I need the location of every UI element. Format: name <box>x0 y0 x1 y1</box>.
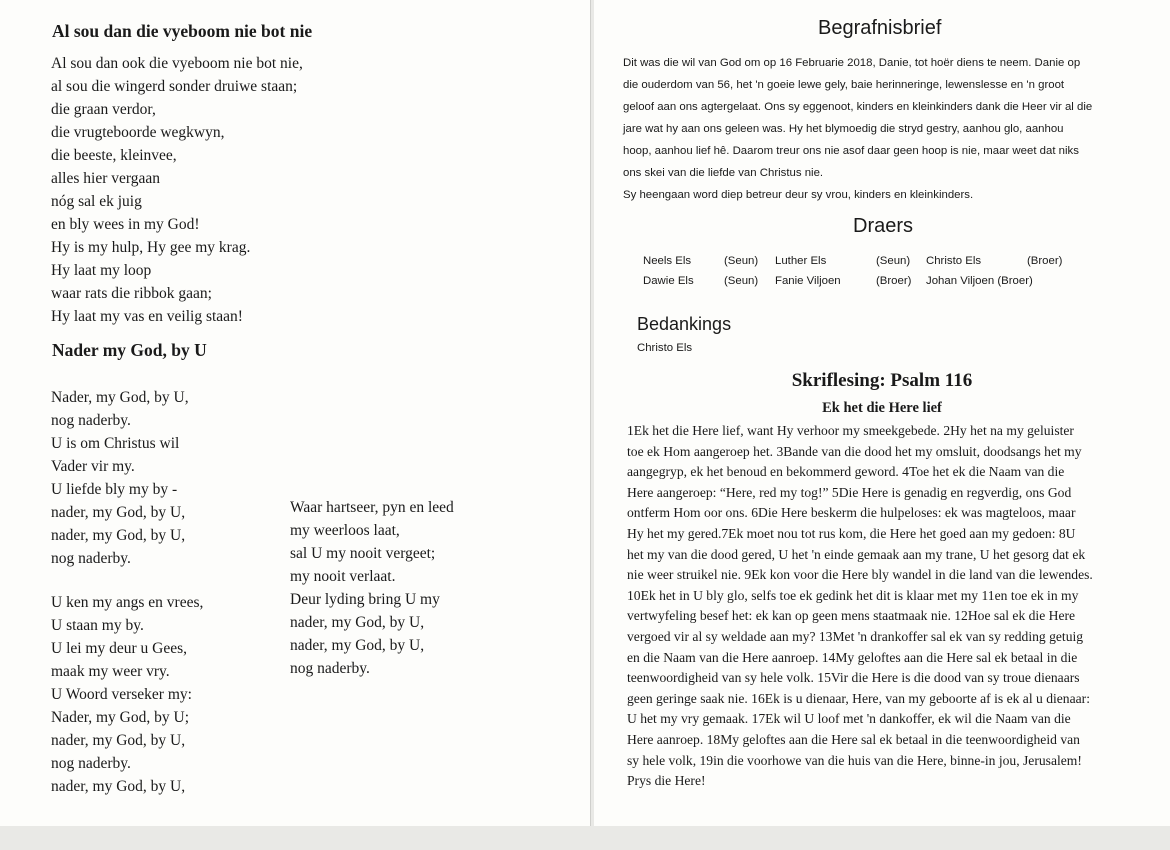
text-line: die beeste, kleinvee, <box>51 147 177 164</box>
bearer-name: Christo Els <box>926 255 982 267</box>
text-line: nader, my God, by U, <box>51 527 186 544</box>
left-page <box>0 0 591 826</box>
text-line: U lei my deur u Gees, <box>51 640 188 657</box>
text-line: nog naderby. <box>51 755 131 772</box>
text-line: Here aanroep. 18My geloftes aan die Here sal ek betaal in die teenwoordigheid van <box>627 731 1080 747</box>
text-line: Nader, my God, by U, <box>51 389 189 406</box>
text-line: Dit was die wil van God om op 16 Februarie 2018, Danie, tot hoër diens te neem. Danie op <box>623 57 1081 69</box>
text-line: nog naderby. <box>290 660 370 677</box>
text-line: Deur lyding bring U my <box>290 591 440 608</box>
bearer-name: Johan Viljoen (Broer) <box>926 275 1033 287</box>
psalm-text <box>627 421 1093 792</box>
hymn2-stanza1 <box>51 386 189 570</box>
text-line: Al sou dan ook die vyeboom nie bot nie, <box>51 55 303 72</box>
text-line: jare wat hy aan ons geleen was. Hy het blymoedig die stryd gestry, aanhou glo, aanhou <box>623 123 1064 135</box>
funeral-letter-title: Begrafnisbrief <box>818 17 942 39</box>
text-line: geloof aan ons agtergelaat. Ons sy eggenoot, kinders en kleinkinders dank die Heer vir al die <box>623 101 1093 113</box>
text-line: hoop, aanhou lief hê. Daarom treur ons nie asof daar geen hoop is nie, maar weet dat niks <box>623 145 1079 157</box>
text-line: Hy laat my loop <box>51 262 152 279</box>
mourned-by-text: Sy heengaan word diep betreur deur sy vrou, kinders en kleinkinders. <box>623 189 974 201</box>
text-line: en die Naam van die Here aanroep. 14My geloftes aan die Here sal ek betaal in die <box>627 649 1078 665</box>
text-line: alles hier vergaan <box>51 170 161 187</box>
text-line: nóg sal ek juig <box>51 193 142 210</box>
bearer-name: Neels Els <box>643 255 692 267</box>
bearer-relation: (Seun) <box>724 275 759 287</box>
hymn1-title: Al sou dan die vyeboom nie bot nie <box>52 21 313 41</box>
right-page <box>594 0 1170 826</box>
hymn2-stanza2 <box>51 591 203 798</box>
text-line: die ouderdom van 56, het 'n goeie lewe gely, baie herinneringe, lewenslesse en 'n groot <box>623 79 1065 91</box>
text-line: al sou die wingerd sonder druiwe staan; <box>51 78 298 95</box>
bearer-relation: (Broer) <box>1027 255 1063 267</box>
bearer-relation: (Seun) <box>724 255 759 267</box>
text-line: nader, my God, by U, <box>290 637 425 654</box>
text-line: nader, my God, by U, <box>51 504 186 521</box>
text-line: Vader vir my. <box>51 458 135 475</box>
bearers-title: Draers <box>853 215 914 237</box>
text-line: 10Ek het in U bly glo, selfs toe ek gedink het dit is klaar met my 11en toe ek in my <box>627 587 1079 603</box>
text-line: Here aangeroep: “Here, red my tog!” 5Die Here is genadig en regverdig, ons God <box>627 484 1072 500</box>
bearers-table <box>643 251 1123 293</box>
text-line: toe ek Hom aangeroep het. 3Bande van die dood het my omsluit, doodsangs het my <box>627 443 1082 459</box>
bearer-name: Dawie Els <box>643 275 694 287</box>
text-line: nie weer struikel nie. 9Ek kon voor die Here bly wandel in die land van die lewendes. <box>627 567 1093 583</box>
text-line: teenwoordigheid van sy hele volk. 15Vir die Here is die dood van sy troue dienaars <box>627 670 1080 686</box>
funeral-letter-text <box>623 52 1092 184</box>
text-line: nader, my God, by U, <box>51 732 186 749</box>
text-line: my nooit verlaat. <box>290 568 396 585</box>
text-line: nader, my God, by U, <box>51 778 186 795</box>
text-line: ontferm Hom oor ons. 6Die Here beskerm die hulpeloses: ek was magteloos, maar <box>627 505 1076 521</box>
bearer-name: Fanie Viljoen <box>775 275 841 287</box>
bearer-name: Luther Els <box>775 255 827 267</box>
text-line: nog naderby. <box>51 412 131 429</box>
text-line: U ken my angs en vrees, <box>51 594 204 611</box>
thanks-title: Bedankings <box>637 314 732 334</box>
text-line: die vrugteboorde wegkwyn, <box>51 124 225 141</box>
text-line: Nader, my God, by U; <box>51 709 189 726</box>
text-line: U staan my by. <box>51 617 144 634</box>
text-line: sal U my nooit vergeet; <box>290 545 436 562</box>
thanks-name: Christo Els <box>637 342 693 354</box>
text-line: het my van die dood gered, U het 'n einde gemaak aan my trane, U het gesorg dat ek <box>627 546 1086 562</box>
text-line: sy hele volk, 19in die voorhowe van die huis van die Here, binne-in jou, Jerusalem! <box>627 752 1082 768</box>
text-line: en bly wees in my God! <box>51 216 200 233</box>
bearer-relation: (Seun) <box>876 255 911 267</box>
text-line: Prys die Here! <box>627 773 706 789</box>
hymn2-stanza3 <box>290 496 454 680</box>
text-line: die graan verdor, <box>51 101 156 118</box>
text-line: U liefde bly my by - <box>51 481 178 498</box>
hymn1-lyrics <box>51 52 303 328</box>
scripture-title: Skriflesing: Psalm 116 <box>791 370 973 391</box>
text-line: waar rats die ribbok gaan; <box>51 285 212 302</box>
text-line: maak my weer vry. <box>51 663 170 680</box>
text-line: 1Ek het die Here lief, want Hy verhoor my smeekgebede. 2Hy het na my geluister <box>627 423 1074 438</box>
text-line: ons skei van die liefde van Christus nie. <box>623 167 824 179</box>
text-line: my weerloos laat, <box>290 522 400 539</box>
bearer-relation: (Broer) <box>876 275 912 287</box>
text-line: U het my vry gemaak. 17Ek wil U loof met 'n dankoffer, ek wil die Naam van die <box>627 711 1071 727</box>
text-line: geen geringe saak nie. 16Ek is u dienaar, Here, van my geboorte af is ek al u dienaar: <box>627 690 1090 706</box>
text-line: nader, my God, by U, <box>290 614 425 631</box>
text-line: vergoed vir al sy weldade aan my? 13Met 'n drankoffer sal ek van sy redding getuig <box>627 628 1084 644</box>
text-line: Hy is my hulp, Hy gee my krag. <box>51 239 251 256</box>
text-line: Waar hartseer, pyn en leed <box>290 499 454 516</box>
text-line: nog naderby. <box>51 550 131 567</box>
text-line: vertwyfeling besef het: ek kan op geen mens staatmaak nie. 12Hoe sal ek die Here <box>627 608 1076 624</box>
text-line: Hy het my gered.7Ek moet nou tot rus kom, die Here het goed aan my gedoen: 8U <box>627 525 1076 541</box>
scripture-subtitle: Ek het die Here lief <box>822 400 942 416</box>
text-line: aangegryp, ek het benoud en bekommerd geword. 4Toe het ek die Naam van die <box>627 464 1065 480</box>
text-line: Hy laat my vas en veilig staan! <box>51 308 243 325</box>
text-line: U is om Christus wil <box>51 435 180 452</box>
text-line: U Woord verseker my: <box>51 686 192 703</box>
hymn2-title: Nader my God, by U <box>52 340 207 360</box>
